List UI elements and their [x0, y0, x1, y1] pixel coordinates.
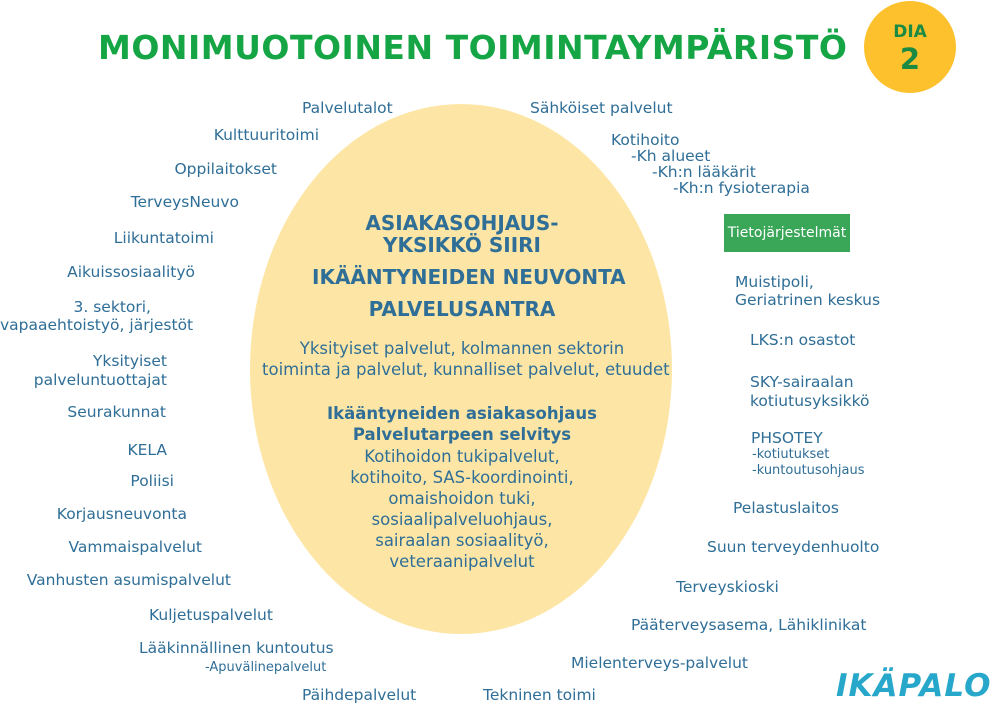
label-kh-alueet: -Kh alueet [631, 147, 711, 165]
badge-label: DIA [893, 22, 927, 42]
label-muistipoli: Muistipoli, [735, 273, 814, 291]
label-lks-osastot: LKS:n osastot [750, 331, 856, 349]
center-list-3: omaishoidon tuki, [388, 489, 536, 508]
tietojarjestelmat-box: Tietojärjestelmät [724, 214, 850, 252]
label-korjausneuvonta: Korjausneuvonta [56, 505, 187, 523]
label-sektori-line-2: vapaaehtoistyö, järjestöt [0, 316, 194, 334]
center-heading-1a: ASIAKASOHJAUS- [365, 211, 559, 235]
label-yksityiset-line-2: palveluntuottajat [33, 371, 167, 389]
slide-badge [864, 1, 956, 93]
label-kotiutusyksikko: kotiutusyksikkö [750, 392, 870, 410]
center-list-1: Kotihoidon tukipalvelut, [364, 447, 560, 466]
label-seurakunnat: Seurakunnat [67, 403, 166, 421]
ikapalo-logo: IKÄPALO [836, 668, 991, 704]
label-palvelutalot: Palvelutalot [302, 99, 393, 117]
label-kh-laakarit: -Kh:n lääkärit [652, 163, 756, 181]
center-list-2: kotihoito, SAS-koordinointi, [350, 468, 574, 487]
label-pelastuslaitos: Pelastuslaitos [733, 499, 839, 517]
center-heading-2: IKÄÄNTYNEIDEN NEUVONTA [312, 265, 626, 289]
center-list-5: sairaalan sosiaalityö, [375, 531, 549, 550]
center-bold-1: Ikääntyneiden asiakasohjaus [327, 404, 597, 423]
center-list-6: veteraanipalvelut [389, 552, 535, 571]
label-phsotey: PHSOTEY [751, 429, 823, 447]
center-services-line-1: Yksityiset palvelut, kolmannen sektorin [299, 339, 625, 358]
label-liikuntatoimi: Liikuntatoimi [113, 229, 214, 247]
label-kulttuuritoimi: Kulttuuritoimi [213, 126, 319, 144]
label-suun-terveydenhuolto: Suun terveydenhuolto [707, 538, 880, 556]
label-poliisi: Poliisi [130, 472, 174, 490]
label-geriatrinen-keskus: Geriatrinen keskus [735, 291, 881, 309]
label-vanhusten-asumispalvelut: Vanhusten asumispalvelut [26, 571, 231, 589]
label-oppilaitokset: Oppilaitokset [174, 160, 277, 178]
center-bold-2: Palvelutarpeen selvitys [352, 425, 572, 444]
center-list-4: sosiaalipalveluohjaus, [371, 510, 553, 529]
label-paaterveysasema: Pääterveysasema, Lähiklinikat [631, 616, 867, 634]
label-kuntoutusohjaus: -kuntoutusohjaus [752, 463, 865, 478]
label-terveyskioski: Terveyskioski [676, 578, 779, 596]
label-kuljetuspalvelut: Kuljetuspalvelut [149, 606, 273, 624]
center-heading-1b: YKSIKKÖ SIIRI [382, 233, 542, 257]
label-kh-fysioterapia: -Kh:n fysioterapia [673, 179, 810, 197]
label-sahkoiset-palvelut: Sähköiset palvelut [530, 99, 673, 117]
label-tekninen-toimi: Tekninen toimi [483, 686, 596, 704]
label-paihdepalvelut: Päihdepalvelut [302, 686, 417, 704]
label-kotihoito: Kotihoito [611, 131, 680, 149]
label-vammaispalvelut: Vammaispalvelut [68, 538, 202, 556]
label-yksityiset-line-1: Yksityiset [92, 352, 167, 370]
label-sektori-line-1: 3. sektori, [73, 298, 151, 316]
center-services-line-2: toiminta ja palvelut, kunnalliset palvelut, etuudet [262, 360, 670, 379]
label-aikuissosiaalityo: Aikuissosiaalityö [67, 263, 195, 281]
label-mielenterveys-palvelut: Mielenterveys-palvelut [571, 654, 748, 672]
center-heading-3: PALVELUSANTRA [368, 297, 556, 321]
label-apuvalinepalvelut: -Apuvälinepalvelut [205, 660, 327, 675]
label-kotiutukset: -kotiutukset [752, 447, 830, 462]
badge-number: 2 [899, 42, 921, 76]
label-terveysneuvo: TerveysNeuvo [130, 193, 239, 211]
label-sky-sairaalan: SKY-sairaalan [750, 373, 854, 391]
page-title: MONIMUOTOINEN TOIMINTAYMPÄRISTÖ [98, 28, 848, 67]
label-kela: KELA [127, 441, 167, 459]
label-laakinnallinen-kuntoutus: Lääkinnällinen kuntoutus [139, 639, 334, 657]
